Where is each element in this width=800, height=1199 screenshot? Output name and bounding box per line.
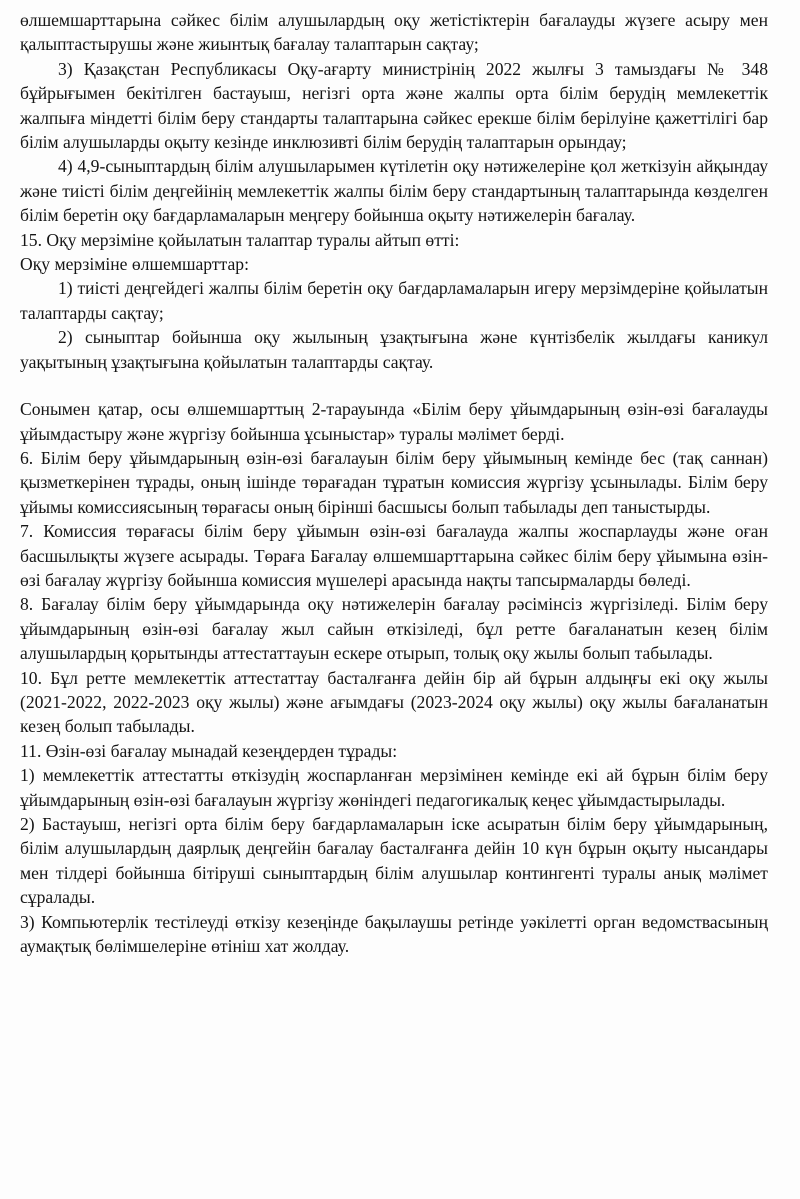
paragraph-section-10: 10. Бұл ретте мемлекеттік аттестаттау басталғанға дейін бір ай бұрын алдыңғы екі оқу жылы (2021-2022, 2022-2023 оқу жылы) және ағымдағы (2023-2024 оқу жылы) оқу жылы бағаланатын кезең болып табылады. [20, 667, 768, 737]
paragraph-section-7: 7. Комиссия төрағасы білім беру ұйымын өзін-өзі бағалауда жалпы жоспарлауды және оған басшылықты жүзеге асырады. Төраға Бағалау өлшемшарттарына сәйкес білім беру ұйымына өзін-өзі бағалау жүргізу бойынша комиссия мүшелері арасында нақты тапсырмаларды бөледі. [20, 521, 768, 590]
paragraph-criteria-2: 2) сыныптар бойынша оқу жылының ұзақтығына және күнтізбелік жылдағы каникул уақытының ұзақтығына қойылатын талаптарды сақтау. [20, 327, 768, 372]
paragraph-stage-1: 1) мемлекеттік аттестатты өткізудің жоспарланған мерзімінен кемінде екі ай бұрын білім беру ұйымдарының өзін-өзі бағалауын жүргізу жөніндегі педагогикалық кеңес ұйымдастырылады. [20, 765, 768, 810]
paragraph-chapter-2-intro: Сонымен қатар, осы өлшемшарттың 2-тарауында «Білім беру ұйымдарының өзін-өзі бағалауды ұйымдастыру және жүргізу бойынша ұсыныстар» туралы мәлімет берді. [20, 399, 768, 444]
blank-line [20, 374, 768, 397]
paragraph-section-6: 6. Білім беру ұйымдарының өзін-өзі бағалауын білім беру ұйымының кемінде бес (тақ саннан) қызметкерінен тұрады, оның ішінде төрағадан тұратын комиссия жүргізу ұсынылады. Білім беру ұйымы комиссиясының төрағасы оның бірінші басшысы болып табылады деп таныстырды. [20, 447, 768, 517]
paragraph-section-8: 8. Бағалау білім беру ұйымдарында оқу нәтижелерін бағалау рәсімінсіз жүргізіледі. Білім беру ұйымдарының өзін-өзі бағалау жыл сайын өткізіледі, бұл ретте бағаланатын кезең білім алушылардың қорытынды аттестаттауын ескере отырып, толық оқу жылы болып табылады. [20, 594, 768, 664]
paragraph-item-4-assessment: 4) 4,9-сыныптардың білім алушыларымен күтілетін оқу нәтижелеріне қол жеткізуін айқындау және тиісті білім деңгейінің мемлекеттік жалпы білім беру стандартының талаптарында көзделген білім беретін оқу бағдарламаларын меңгеру бойынша оқыту нәтижелерін бағалау. [20, 156, 768, 226]
paragraph-section-11: 11. Өзін-өзі бағалау мынадай кезеңдерден тұрады: [20, 740, 398, 761]
paragraph-section-15: 15. Оқу мерзіміне қойылатын талаптар туралы айтып өтті: [20, 229, 460, 250]
paragraph-continuation: өлшемшарттарына сәйкес білім алушылардың оқу жетістіктерін бағалауды жүзеге асыру мен қалыптастырушы және жиынтық бағалау талаптарын сақтау; [20, 10, 768, 55]
paragraph-item-3-standard: 3) Қазақстан Республикасы Оқу-ағарту министрінің 2022 жылғы 3 тамыздағы № 348 бұйрығымен бекітілген бастауыш, негізгі орта және жалпы орта білім берудің мемлекеттік жалпыға міндетті білім беру стандарты талаптарына сәйкес ерекше білім берілуіне қажеттілігі бар білім алушыларды оқыту кезінде инклюзивті білім берудің талаптарын орындау; [20, 58, 768, 153]
document-body [20, 8, 768, 958]
paragraph-criteria-heading: Оқу мерзіміне өлшемшарттар: [20, 254, 249, 275]
paragraph-criteria-1: 1) тиісті деңгейдегі жалпы білім беретін оқу бағдарламаларын игеру мерзімдеріне қойылатын талаптарды сақтау; [20, 278, 768, 323]
paragraph-stage-3: 3) Компьютерлік тестілеуді өткізу кезеңінде бақылаушы ретінде уәкілетті орган ведомствасының аумақтық бөлімшелеріне өтініш хат жолдау. [20, 911, 768, 957]
paragraph-stage-2: 2) Бастауыш, негізгі орта білім беру бағдарламаларын іске асыратын білім беру ұйымдарының, білім алушылардың даярлық деңгейін бағалау басталғанға дейін 10 күн бұрын оқыту нысандары мен тілдері бойынша бітіруші сыныптардың білім алушылар контингенті туралы анық мәлімет сұралады. [20, 814, 768, 908]
